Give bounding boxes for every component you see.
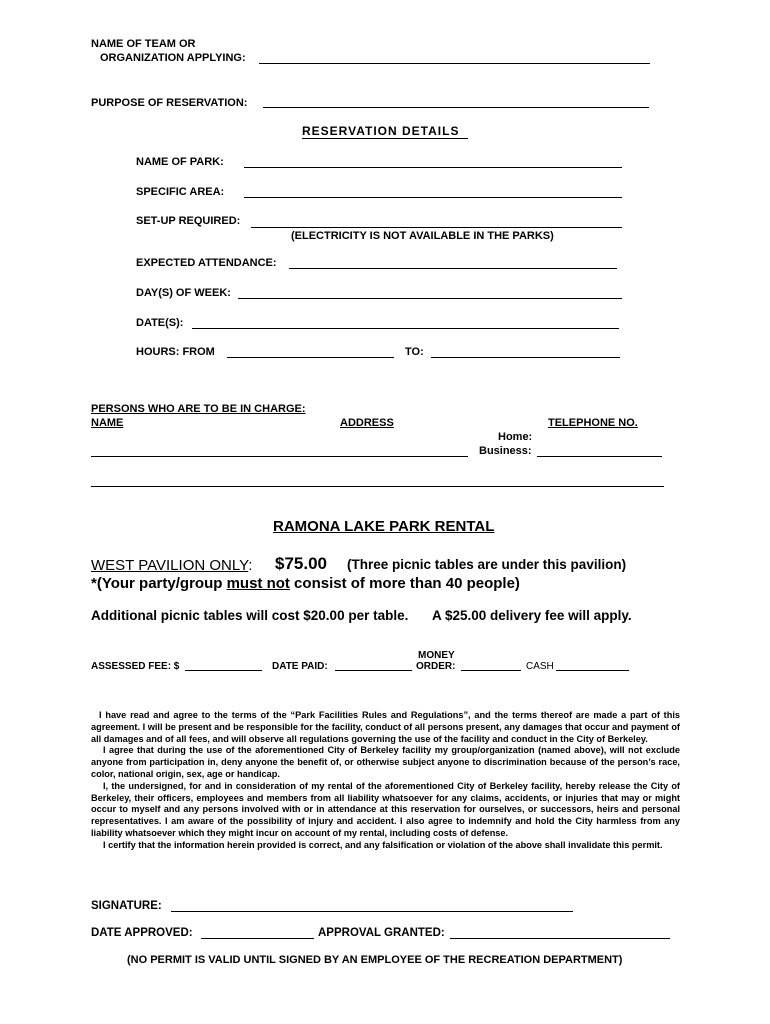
hours-from-field[interactable]	[227, 357, 394, 358]
agreement-paragraph: I have read and agree to the terms of the “Park Facilities Rules and Regulations”, and the terms thereof are made a part of this agreement. I will be present and be responsible for the facility, conduct of all persons present, any damages that occur and payment of all damages and of all fees, and will observe all regulations governing the use of the facility and conduct in the City of Berkeley.	[91, 710, 680, 744]
agreement-text	[91, 710, 680, 852]
area-field[interactable]	[244, 197, 622, 198]
name-column-header: NAME	[91, 417, 124, 429]
business-phone-field[interactable]	[537, 456, 662, 457]
reservation-title: RESERVATION DETAILS	[302, 124, 460, 138]
person-name-address-field[interactable]	[91, 456, 468, 457]
date-paid-field[interactable]	[335, 670, 412, 671]
party-limit	[91, 575, 520, 593]
party-emphasis: must not	[226, 575, 290, 592]
delivery-fee-note: A $25.00 delivery fee will apply.	[432, 608, 632, 623]
money-order-field[interactable]	[461, 670, 521, 671]
reservation-title-underline	[302, 138, 468, 139]
additional-tables-note: Additional picnic tables will cost $20.00 per table.	[91, 608, 409, 623]
area-label: SPECIFIC AREA:	[136, 186, 225, 198]
attendance-field[interactable]	[289, 268, 617, 269]
person-second-row-field[interactable]	[91, 486, 664, 487]
certification-paragraph: I certify that the information herein provided is correct, and any falsification or violation of the above shall invalidate this permit.	[103, 839, 663, 850]
park-field[interactable]	[244, 167, 622, 168]
pavilion-price: $75.00	[275, 554, 327, 573]
home-phone-label: Home:	[498, 431, 533, 443]
approval-granted-field[interactable]	[450, 938, 670, 939]
purpose-label: PURPOSE OF RESERVATION:	[91, 97, 248, 109]
hours-from-label: HOURS: FROM	[136, 346, 215, 358]
cash-field[interactable]	[556, 670, 629, 671]
address-column-header: ADDRESS	[340, 417, 394, 429]
tables-note: (Three picnic tables are under this pavilion)	[347, 557, 627, 572]
assessed-fee-field[interactable]	[185, 670, 262, 671]
team-label-line2: ORGANIZATION APPLYING:	[100, 52, 246, 64]
pavilion-colon: :	[248, 557, 253, 574]
dates-field[interactable]	[192, 328, 619, 329]
date-approved-field[interactable]	[201, 938, 314, 939]
date-approved-label: DATE APPROVED:	[91, 927, 193, 939]
days-label: DAY(S) OF WEEK:	[136, 287, 231, 299]
hours-to-field[interactable]	[431, 357, 620, 358]
nondiscrimination-paragraph: I agree that during the use of the aforementioned City of Berkeley facility my group/organization (named above), will not exclude anyone from participation in, deny anyone the benefit of, or otherwise subject anyone to discrimination because of the person’s race, color, national origin, sex, age or handicap.	[91, 745, 680, 779]
release-paragraph: I, the undersigned, for and in consideration of my rental of the aforementioned City of Berkeley facility, hereby release the City of Berkeley, their officers, employees and members from all liability whatsoever for any claims, accidents, or injuries that may or might occur to myself and any persons involved with or in attendance at this reservation for ourselves, or successors, heirs and personal representatives. I am aware of the possibility of injury and accident. I also agree to indemnify and hold the City harmless from any liability whatsoever which they might incur on account of my rental, including costs of defense.	[91, 780, 680, 838]
attendance-label: EXPECTED ATTENDANCE:	[136, 257, 277, 269]
pavilion-line	[91, 557, 252, 575]
dates-label: DATE(S):	[136, 317, 184, 329]
rental-title: RAMONA LAKE PARK RENTAL	[273, 518, 495, 535]
electricity-note: (ELECTRICITY IS NOT AVAILABLE IN THE PARKS)	[291, 230, 554, 242]
setup-label: SET-UP REQUIRED:	[136, 215, 241, 227]
days-field[interactable]	[238, 298, 622, 299]
money-order-label: ORDER:	[416, 661, 456, 672]
telephone-column-header: TELEPHONE NO.	[548, 417, 638, 429]
team-name-field[interactable]	[259, 63, 650, 64]
party-suffix: consist of more than 40 people)	[289, 575, 520, 592]
park-label: NAME OF PARK:	[136, 156, 224, 168]
signature-field[interactable]	[171, 911, 573, 912]
team-label-line1: NAME OF TEAM OR	[91, 38, 196, 50]
party-prefix: *(Your party/group	[91, 575, 227, 592]
setup-field[interactable]	[251, 227, 622, 228]
assessed-fee-label: ASSESSED FEE: $	[91, 661, 180, 672]
money-label: MONEY	[418, 650, 455, 661]
persons-heading: PERSONS WHO ARE TO BE IN CHARGE:	[91, 403, 306, 415]
permit-notice: (NO PERMIT IS VALID UNTIL SIGNED BY AN EMPLOYEE OF THE RECREATION DEPARTMENT)	[127, 954, 623, 966]
pavilion-label: WEST PAVILION ONLY	[91, 557, 249, 574]
business-phone-label: Business:	[479, 445, 532, 457]
approval-granted-label: APPROVAL GRANTED:	[318, 927, 445, 939]
signature-label: SIGNATURE:	[91, 900, 162, 912]
date-paid-label: DATE PAID:	[272, 661, 328, 672]
cash-label: CASH	[526, 661, 554, 672]
hours-to-label: TO:	[405, 346, 424, 358]
purpose-field[interactable]	[263, 107, 649, 108]
